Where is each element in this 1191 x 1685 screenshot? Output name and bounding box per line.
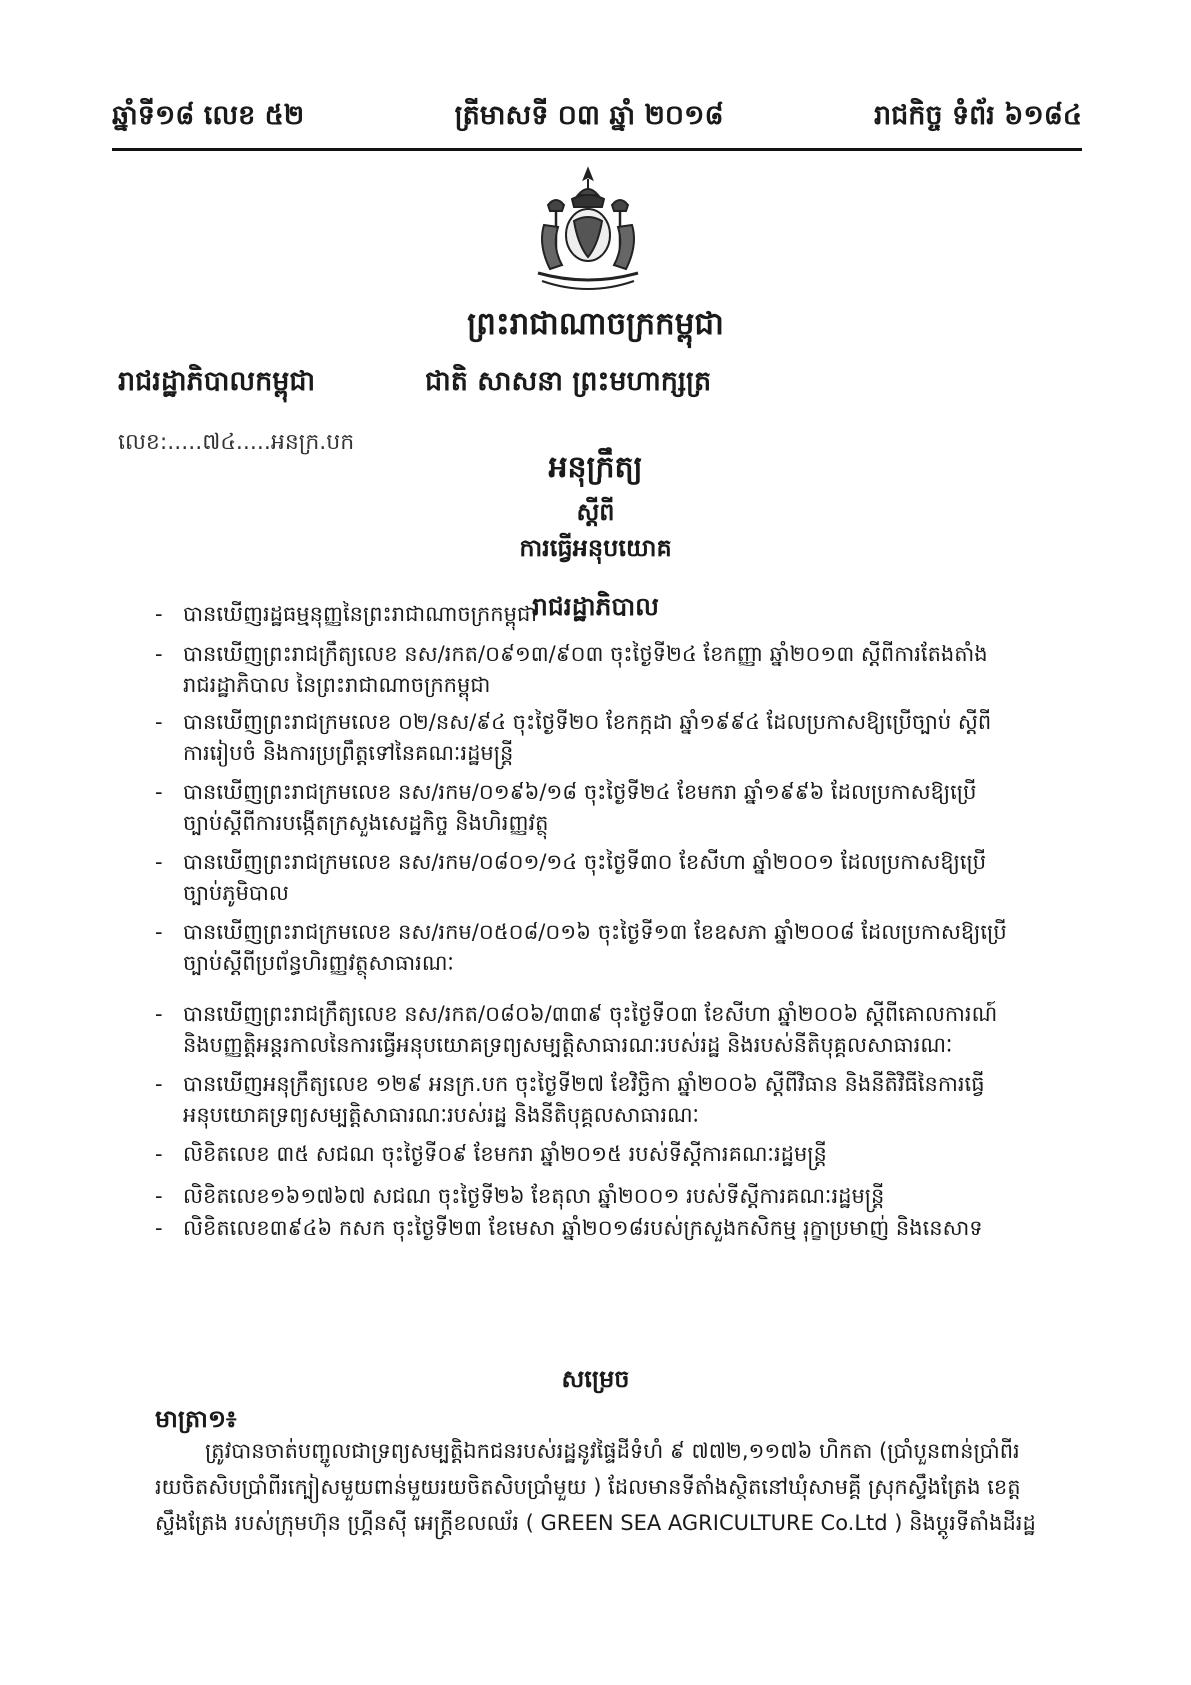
preamble-line: បានឃើញព្រះរាជក្រមលេខ នស/រកម/០១៩៦/១៨ ចុះថ្ងៃទី២៤ ខែមករា ឆ្នាំ១៩៩៦ ដែលប្រកាសឱ្យប្រើ (183, 780, 977, 804)
government-name: រាជរដ្ឋាភិបាលកម្ពុជា (118, 366, 316, 397)
preamble-item (155, 1138, 827, 1170)
national-motto: ជាតិ សាសនា ព្រះមហាក្សត្រ (425, 366, 712, 397)
preamble-line: បានឃើញព្រះរាជក្រមលេខ នស/រកម/០៨០១/១៤ ចុះថ្ងៃទី៣០ ខែសីហា ឆ្នាំ២០០១ ដែលប្រកាសឱ្យប្រើ (183, 850, 987, 874)
article-line: រយចិតសិបប្រាំពីរក្បៀសមួយពាន់មួយរយចិតសិបប្រាំមួយ ) ដែលមានទីតាំងស្ថិតនៅឃុំសាមគ្គី ស្រុកស្ទឹងត្រែង ខេត្ត (155, 1475, 1021, 1499)
preamble-line-continued: ច្បាប់ស្តីពីការបង្កើតក្រសួងសេដ្ឋកិច្ច និងហិរញ្ញវត្ថុ (183, 811, 549, 835)
issuer-heading: រាជរដ្ឋាភិបាល (532, 592, 659, 621)
bullet-dash: - (155, 1002, 163, 1026)
preamble-line: បានឃើញរដ្ឋធម្មនុញ្ញនៃព្រះរាជាណាចក្រកម្ពុជា (183, 602, 537, 626)
preamble-line-continued: រាជរដ្ឋាភិបាល នៃព្រះរាជាណាចក្រកម្ពុជា (183, 673, 491, 697)
preamble-line-continued: និងបញ្ញត្តិអន្តរកាលនៃការធ្វើអនុបយោគទ្រព្យសម្បត្តិសាធារណៈរបស់រដ្ឋ និងរបស់នីតិបុគ្គលសាធារណៈ (183, 1033, 953, 1057)
preamble-item (155, 1068, 985, 1100)
bullet-dash: - (155, 602, 163, 626)
preamble-item (155, 706, 991, 738)
preamble-line: បានឃើញព្រះរាជក្រមលេខ ០២/នស/៩៤ ចុះថ្ងៃទី២០ ខែកក្កដា ឆ្នាំ១៩៩៤ ដែលប្រកាសឱ្យប្រើច្បាប់ ស្តីពី (183, 710, 992, 734)
preamble-line-continued: ច្បាប់ភូមិបាល (183, 881, 289, 905)
about-label: ស្តីពី (576, 498, 615, 526)
preamble-line: លិខិតលេខ ៣៥ សជណ ចុះថ្ងៃទី០៩ ខែមករា ឆ្នាំ២០១៥ របស់ទីស្តីការគណៈរដ្ឋមន្ត្រី (183, 1142, 827, 1166)
preamble-line: បានឃើញព្រះរាជក្រមលេខ នស/រកម/០៥០៨/០១៦ ចុះថ្ងៃទី១៣ ខែឧសភា ឆ្នាំ២០០៨ ដែលប្រកាសឱ្យប្រើ (183, 920, 1007, 944)
preamble-item (155, 846, 986, 878)
decides-heading: សម្រេច (561, 1365, 630, 1393)
preamble-item (155, 1212, 983, 1244)
preamble-item (155, 998, 997, 1030)
preamble-line: លិខិតលេខ១៦១៧៦៧ សជណ ចុះថ្ងៃទី២៦ ខែតុលា ឆ្នាំ២០០១ របស់ទីស្តីការគណៈរដ្ឋមន្ត្រី (183, 1184, 885, 1208)
bullet-dash: - (155, 642, 163, 666)
article-title: មាត្រា១៖ (155, 1405, 237, 1433)
royal-arms-emblem-icon (528, 165, 648, 300)
gazette-page: រាជកិច្ច ទំព័រ ៦១៨៤ (874, 99, 1082, 131)
preamble-item (155, 598, 537, 630)
preamble-line-continued: ច្បាប់ស្តីពីប្រព័ន្ធហិរញ្ញវត្ថុសាធារណៈ (183, 951, 454, 975)
preamble-item (155, 776, 976, 808)
header-divider (112, 148, 1082, 151)
preamble-item (155, 916, 1007, 948)
bullet-dash: - (155, 780, 163, 804)
document-subject: ការធ្វើអនុបយោគ (519, 534, 672, 562)
article-line: ស្ទឹងត្រែង របស់ក្រុមហ៊ុន ហ្គ្រីនស៊ី អេក្រ្តីខលឈ័រ ( GREEN SEA AGRICULTURE Co.Ltd ) និងប្តូរទីតាំងដីរដ្ឋ (155, 1511, 1036, 1535)
bullet-dash: - (155, 710, 163, 734)
preamble-line: បានឃើញព្រះរាជក្រឹត្យលេខ នស/រកត/០៩១៣/៩០៣ ចុះថ្ងៃទី២៤ ខែកញ្ញា ឆ្នាំ២០១៣ ស្តីពីការតែងតាំង (183, 642, 988, 666)
gazette-quarter: ត្រីមាសទី ០៣ ឆ្នាំ ២០១៨ (454, 99, 724, 131)
kingdom-title: ព្រះរាជាណាចក្រកម្ពុជា (467, 306, 724, 342)
preamble-line: បានឃើញអនុក្រឹត្យលេខ ១២៩ អនក្រ.បក ចុះថ្ងៃទី២៧ ខែវិច្ឆិកា ឆ្នាំ២០០៦ ស្តីពីវិធាន និងនីតិវិធីនៃការធ្វើ (183, 1072, 985, 1096)
preamble-item (155, 638, 988, 670)
bullet-dash: - (155, 1072, 163, 1096)
gazette-header (112, 95, 1082, 141)
preamble-item (155, 1180, 884, 1212)
document-type: អនុក្រឹត្យ (548, 450, 643, 485)
gazette-issue: ឆ្នាំទី១៨ លេខ ៥២ (112, 99, 305, 131)
bullet-dash: - (155, 1216, 163, 1240)
preamble-line-continued: អនុបយោគទ្រព្យសម្បត្តិសាធារណៈរបស់រដ្ឋ និងនីតិបុគ្គលសាធារណៈ (183, 1103, 700, 1127)
article-line: ត្រូវបានចាត់បញ្ចូលជាទ្រព្យសម្បត្តិឯកជនរបស់រដ្ឋនូវផ្ទៃដីទំហំ ៩ ៧៧២,១១៧៦ ហិកតា (ប្រាំបួនពាន់ប្រាំពីរ (205, 1439, 1020, 1463)
bullet-dash: - (155, 1184, 163, 1208)
bullet-dash: - (155, 920, 163, 944)
reference-number: លេខ:.....៧៤.....អនក្រ.បក (118, 430, 355, 455)
preamble-line-continued: ការរៀបចំ និងការប្រព្រឹត្តទៅនៃគណៈរដ្ឋមន្ត្រី (183, 741, 514, 765)
bullet-dash: - (155, 850, 163, 874)
preamble-line: បានឃើញព្រះរាជក្រឹត្យលេខ នស/រកត/០៨០៦/៣៣៩ ចុះថ្ងៃទី០៣ ខែសីហា ឆ្នាំ២០០៦ ស្តីពីគោលការណ៍ (183, 1002, 998, 1026)
bullet-dash: - (155, 1142, 163, 1166)
preamble-line: លិខិតលេខ៣៩៤៦ កសក ចុះថ្ងៃទី២៣ ខែមេសា ឆ្នាំ២០១៨របស់ក្រសួងកសិកម្ម រុក្ខាប្រមាញ់ និងនេសាទ (183, 1216, 983, 1240)
